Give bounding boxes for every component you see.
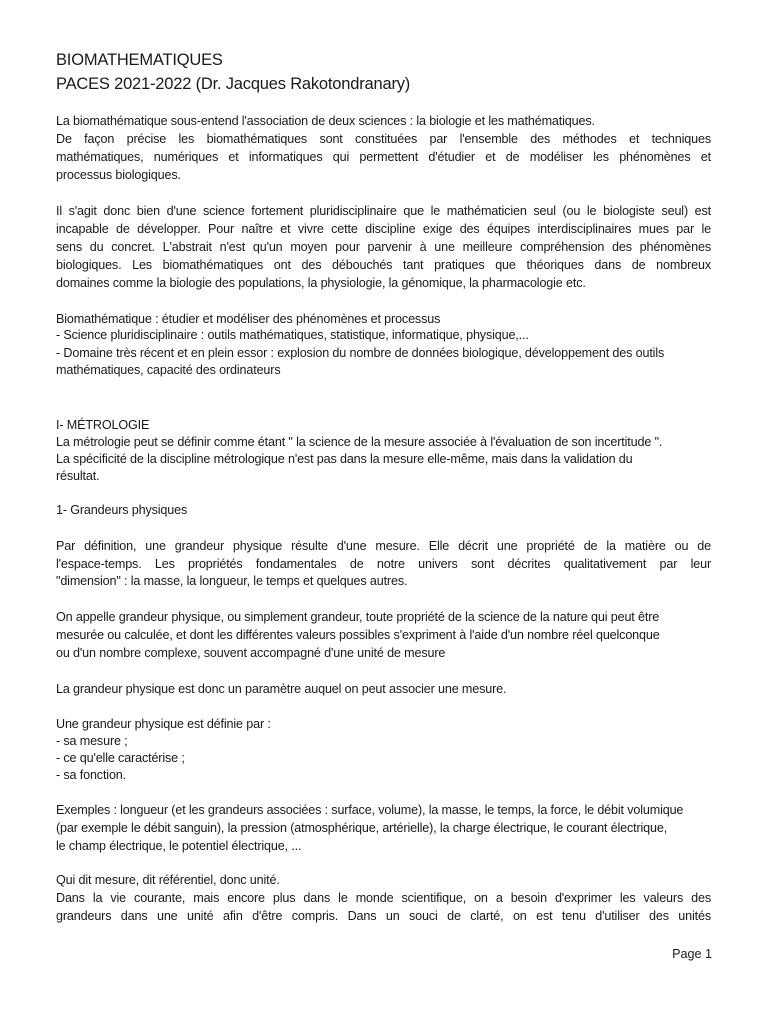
paragraph-line: On appelle grandeur physique, ou simplement grandeur, toute propriété de la science de la nature qui peut être — [56, 610, 660, 624]
paragraph-line: "dimension" : la masse, la longueur, le temps et quelques autres. — [56, 574, 408, 588]
paragraph-line: l'espace-temps. Les propriétés fondamentales de notre univers sont décrites qualitativement par leur — [56, 557, 711, 571]
paragraph-line: mathématiques, numériques et informatiques qui permettent d'étudier et de modéliser les phénomènes et — [56, 150, 711, 164]
subsection-heading: 1- Grandeurs physiques — [56, 503, 188, 517]
paragraph-line: La biomathématique sous-entend l'association de deux sciences : la biologie et les mathématiques. — [56, 114, 595, 128]
paragraph-line: La grandeur physique est donc un paramètre auquel on peut associer une mesure. — [56, 682, 507, 696]
list-item: - Science pluridisciplinaire : outils mathématiques, statistique, informatique, physique,... — [56, 328, 529, 342]
paragraph-line: mathématiques, capacité des ordinateurs — [56, 363, 281, 377]
paragraph-line: ou d'un nombre complexe, souvent accompagné d'une unité de mesure — [56, 646, 446, 660]
paragraph-line: Exemples : longueur (et les grandeurs associées : surface, volume), la masse, le temps, la force, le débit volumique — [56, 803, 684, 817]
list-item: - sa mesure ; — [56, 734, 128, 748]
document-subtitle: PACES 2021-2022 (Dr. Jacques Rakotondranary) — [56, 75, 411, 93]
paragraph-line: biologiques. Les biomathématiques ont des débouchés tant pratiques que théoriques dans de nombreux — [56, 258, 711, 272]
paragraph-line: Qui dit mesure, dit référentiel, donc unité. — [56, 873, 280, 887]
paragraph-line: Il s'agit donc bien d'une science fortement pluridisciplinaire que le mathématicien seul (ou le biologiste seul) est — [56, 204, 711, 218]
paragraph-line: La métrologie peut se définir comme étant " la science de la mesure associée à l'évaluation de son incertitude ". — [56, 435, 663, 449]
paragraph-line: sens du concret. L'abstrait n'est qu'un moyen pour parvenir à une meilleure compréhension des phénomènes — [56, 240, 711, 254]
list-item: - sa fonction. — [56, 768, 127, 782]
section-heading: I- MÉTROLOGIE — [56, 418, 150, 432]
paragraph-line: grandeurs dans une unité afin d'être compris. Dans un souci de clarté, on est tenu d'utiliser des unités — [56, 909, 711, 923]
paragraph-line: mesurée ou calculée, et dont les différentes valeurs possibles s'expriment à l'aide d'un nombre réel quelconque — [56, 628, 660, 642]
document-title: BIOMATHEMATIQUES — [56, 51, 223, 69]
paragraph-line: La spécificité de la discipline métrologique n'est pas dans la mesure elle-même, mais dans la validation du — [56, 452, 633, 466]
page-number: Page 1 — [672, 947, 712, 961]
paragraph-line: incapable de développer. Pour naître et vivre cette discipline exige des équipes interdisciplinaires mues par le — [56, 222, 711, 236]
paragraph-line: (par exemple le débit sanguin), la pression (atmosphérique, artérielle), la charge électrique, le courant électrique, — [56, 821, 668, 835]
paragraph-line: domaines comme la biologie des populations, la physiologie, la génomique, la pharmacologie etc. — [56, 276, 586, 290]
paragraph-line: résultat. — [56, 469, 100, 483]
paragraph-line: De façon précise les biomathématiques sont constituées par l'ensemble des méthodes et techniques — [56, 132, 711, 146]
paragraph-line: processus biologiques. — [56, 168, 181, 182]
list-item: - Domaine très récent et en plein essor : explosion du nombre de données biologique, développement des outils — [56, 346, 665, 360]
paragraph-line: Dans la vie courante, mais encore plus dans le monde scientifique, on a besoin d'exprimer les valeurs des — [56, 891, 711, 905]
paragraph-line: le champ électrique, le potentiel électrique, ... — [56, 839, 302, 853]
paragraph-line: Par définition, une grandeur physique résulte d'une mesure. Elle décrit une propriété de la matière ou de — [56, 539, 711, 553]
paragraph-line: Une grandeur physique est définie par : — [56, 717, 271, 731]
list-item: - ce qu'elle caractérise ; — [56, 751, 185, 765]
paragraph-line: Biomathématique : étudier et modéliser des phénomènes et processus — [56, 312, 441, 326]
